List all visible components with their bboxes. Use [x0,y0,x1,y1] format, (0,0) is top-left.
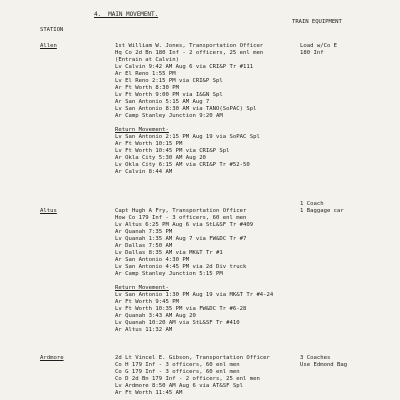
itinerary-line: 1st William W. Jones, Transportation Officer [115,43,264,49]
itinerary-line: Lv El Reno 2:15 PM via CRI&P Spl [115,78,223,84]
section-title: 4. MAIN MOVEMENT. [94,11,159,18]
itinerary-line: Co D 2d Bn 179 Inf - 2 officers, 25 enl men [115,376,260,382]
itinerary-line: Lv Ft Worth 10:35 PM via FW&DC Tr #6-28 [115,306,247,312]
itinerary-line: (Entrain at Calvin) [115,57,179,63]
equipment-line: 3 Coaches [300,355,331,361]
movement-block-ardmore [115,355,295,397]
itinerary-line: Lv Calvin 9:42 AM Aug 6 via CRI&P Tr #111 [115,64,254,70]
itinerary-line: Ar Quanah 3:43 AM Aug 20 [115,313,196,319]
itinerary-line: Ar Ft Worth 10:15 PM [115,141,183,147]
itinerary-line: Lv Okla City 6:15 AM via CRI&P Tr #52-50 [115,162,250,168]
equipment-line: Load w/Co E [300,43,338,49]
itinerary-line: Ar Calvin 8:44 AM [115,169,173,175]
itinerary-line: Ar Altus 11:32 AM [115,327,173,333]
itinerary-line: Lv San Antonio 4:45 PM via 2d Div truck [115,264,247,270]
station-header: STATION [40,27,64,33]
equipment-line: 1 Baggage car [300,208,344,214]
itinerary-line: Ar Dallas 7:50 AM [115,243,173,249]
itinerary-line: Ar Okla City 5:30 AM Aug 20 [115,155,206,161]
itinerary-line: Lv Quanah 1:35 AM Aug 7 via FW&DC Tr #7 [115,236,247,242]
itinerary-line: Co G 179 Inf - 3 officers, 60 enl men [115,369,240,375]
equipment-line: 1 Coach [300,201,324,207]
itinerary-line [115,120,295,127]
itinerary-line: Ar Ft Worth 9:45 PM [115,299,179,305]
itinerary-line: Ar El Reno 1:55 PM [115,71,176,77]
itinerary-line: 2d Lt Vincel E. Gibson, Transportation Officer [115,355,270,361]
movement-block-allen [115,43,295,176]
itinerary-line: Lv San Antonio 1:30 PM Aug 19 via MK&T Tr #4-24 [115,292,274,298]
equipment-line: Use Edmond Bag [300,362,348,368]
movement-block-altus [115,208,295,334]
train-equipment-header: TRAIN EQUIPMENT [292,19,342,25]
itinerary-line: Lv Quanah 10:20 AM via StL&SF Tr #410 [115,320,240,326]
itinerary-line: Ar Ft Worth 11:45 AM [115,390,183,396]
itinerary-line: Lv Ft Worth 10:45 PM via CRI&P Spl [115,148,230,154]
itinerary-line: Lv Ft Worth 9:00 PM via I&GN Spl [115,92,223,98]
itinerary-line: Co H 179 Inf - 3 officers, 60 enl men [115,362,240,368]
itinerary-line: Capt Hugh A Fry, Transportation Officer [115,208,247,214]
itinerary-line: Ar Camp Stanley Junction 9:20 AM [115,113,223,119]
itinerary-line: How Co 179 Inf - 3 officers, 60 enl men [115,215,247,221]
itinerary-line: Return Movement- [115,127,169,133]
equipment-line: 180 Inf [300,50,324,56]
equipment-block-ardmore [300,355,390,369]
itinerary-line: Ar Camp Stanley Junction 5:15 PM [115,271,223,277]
itinerary-line: Lv San Antonio 2:15 PM Aug 19 via SoPAC Spl [115,134,260,140]
itinerary-line: Ar Quanah 7:35 PM [115,229,173,235]
itinerary-line: Ar Ft Worth 8:30 PM [115,85,179,91]
itinerary-line: Lv San Antonio 8:30 AM via TANO(SoPAC) Spl [115,106,257,112]
station-name-allen: Allen [40,43,57,49]
itinerary-line: Ar San Antonio 5:15 AM Aug 7 [115,99,210,105]
itinerary-line: Return Movement- [115,285,169,291]
equipment-block-altus [300,201,390,215]
itinerary-line: Lv Ardmore 8:50 AM Aug 6 via AT&SF Spl [115,383,243,389]
station-name-ardmore: Ardmore [40,355,64,361]
itinerary-line [115,278,295,285]
itinerary-line: Hq Co 2d Bn 180 Inf - 2 officers, 25 enl men [115,50,264,56]
itinerary-line: Lv Altus 6:25 PM Aug 6 via StL&SF Tr #409 [115,222,254,228]
station-name-altus: Altus [40,208,57,214]
itinerary-line: Lv Dallas 8:35 AM via MK&T Tr #1 [115,250,223,256]
equipment-block-allen [300,43,390,57]
itinerary-line: Ar San Antonio 4:30 PM [115,257,190,263]
